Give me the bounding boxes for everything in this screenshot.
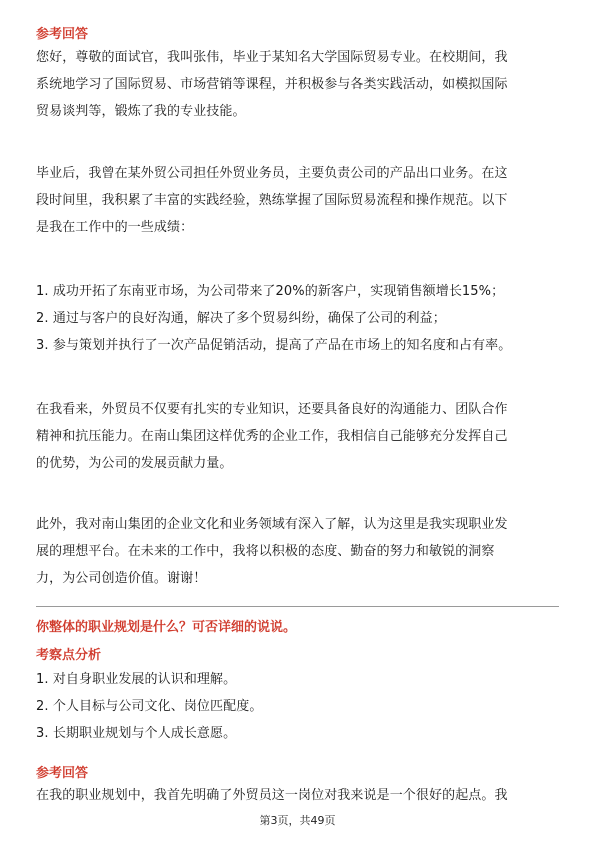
list-item: 1. 成功开拓了东南亚市场，为公司带来了20%的新客户，实现销售额增长15%； xyxy=(36,284,505,299)
answer-paragraph xyxy=(36,782,562,809)
question-title: 你整体的职业规划是什么？可否详细的说说。 xyxy=(36,620,297,635)
list-item: 3. 长期职业规划与个人成长意愿。 xyxy=(36,726,237,741)
text-line: 展的理想平台。在未来的工作中，我将以积极的态度、勤奋的努力和敏锐的洞察 xyxy=(36,544,495,559)
intro-paragraph xyxy=(36,44,562,125)
experience-paragraph xyxy=(36,160,562,241)
analysis-list xyxy=(36,666,562,747)
answer-heading: 参考回答 xyxy=(36,766,89,781)
list-item: 1. 对自身职业发展的认识和理解。 xyxy=(36,672,237,687)
list-item: 2. 通过与客户的良好沟通，解决了多个贸易纠纷，确保了公司的利益； xyxy=(36,311,446,326)
achievement-list xyxy=(36,278,562,359)
analysis-heading: 考察点分析 xyxy=(36,648,102,663)
text-line: 系统地学习了国际贸易、市场营销等课程，并积极参与各类实践活动，如模拟国际 xyxy=(36,77,508,92)
text-line: 是我在工作中的一些成绩： xyxy=(36,220,194,235)
opinion-paragraph xyxy=(36,396,562,477)
text-line: 毕业后，我曾在某外贸公司担任外贸业务员，主要负责公司的产品出口业务。在这 xyxy=(36,166,508,181)
text-line: 贸易谈判等，锻炼了我的专业技能。 xyxy=(36,104,246,119)
text-line: 力，为公司创造价值。谢谢！ xyxy=(36,571,207,586)
text-line: 在我的职业规划中，我首先明确了外贸员这一岗位对我来说是一个很好的起点。我 xyxy=(36,788,508,803)
list-item: 2. 个人目标与公司文化、岗位匹配度。 xyxy=(36,699,263,714)
section-divider xyxy=(36,606,559,607)
text-line: 的优势，为公司的发展贡献力量。 xyxy=(36,456,233,471)
closing-paragraph xyxy=(36,511,562,592)
text-line: 此外，我对南山集团的企业文化和业务领域有深入了解，认为这里是我实现职业发 xyxy=(36,517,508,532)
list-item: 3. 参与策划并执行了一次产品促销活动，提高了产品在市场上的知名度和占有率。 xyxy=(36,338,512,353)
text-line: 精神和抗压能力。在南山集团这样优秀的企业工作，我相信自己能够充分发挥自己 xyxy=(36,429,508,444)
page-number: 第3页，共49页 xyxy=(259,814,336,827)
text-line: 您好，尊敬的面试官，我叫张伟，毕业于某知名大学国际贸易专业。在校期间，我 xyxy=(36,50,508,65)
text-line: 在我看来，外贸员不仅要有扎实的专业知识，还要具备良好的沟通能力、团队合作 xyxy=(36,402,508,417)
text-line: 段时间里，我积累了丰富的实践经验，熟练掌握了国际贸易流程和操作规范。以下 xyxy=(36,193,508,208)
answer-heading: 参考回答 xyxy=(36,27,89,42)
